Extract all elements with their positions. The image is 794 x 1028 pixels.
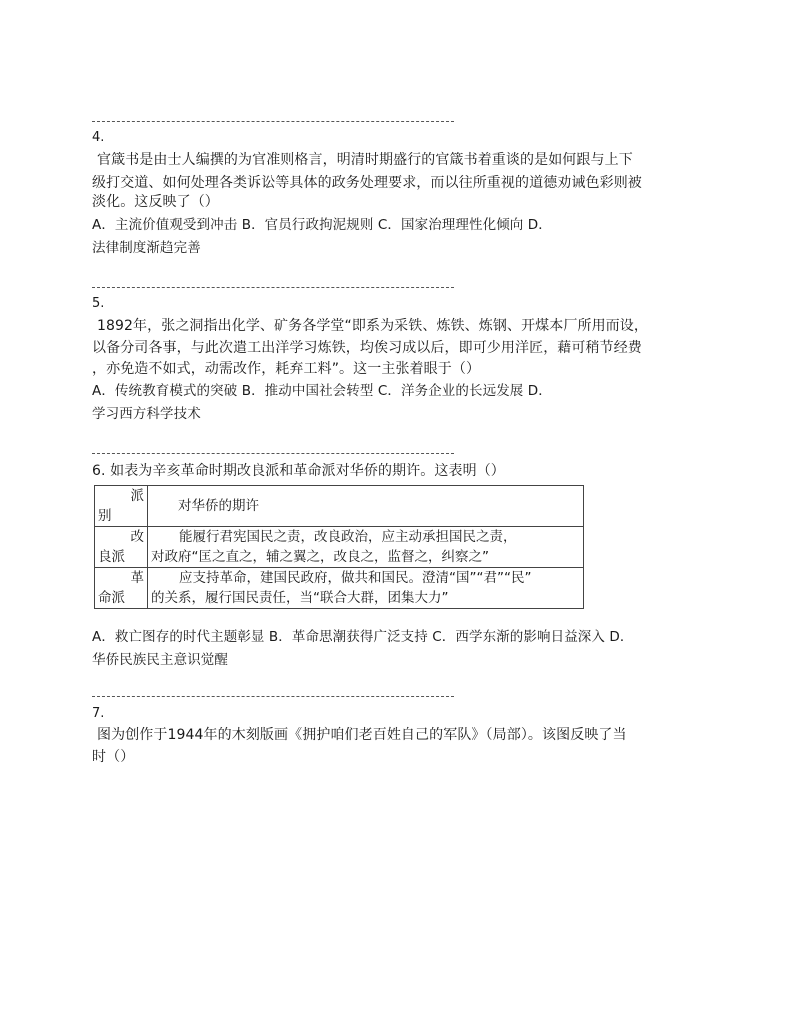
- question-number: 4.: [92, 130, 105, 145]
- cell-text-line: 对政府“匡之直之，辅之翼之，改良之，监督之，纠察之”: [151, 549, 489, 565]
- table-header-row: [95, 486, 584, 527]
- answer-options: A．救亡图存的时代主题彰显 B．革命思潮获得广泛支持 C．西学东渐的影响日益深入 D．: [92, 629, 634, 645]
- table-cell-group: [95, 527, 148, 568]
- answer-options-cont: 华侨民族民主意识觉醒: [92, 652, 228, 668]
- table-header-cell: 对华侨的期许: [148, 486, 584, 527]
- header-text-part: 派: [130, 488, 144, 504]
- answer-options-cont: 学习西方科学技术: [92, 406, 201, 422]
- cell-text-line: 的关系，履行国民责任，当“联合大群，团集大力”: [151, 590, 449, 606]
- question-stem-line: 以备分司各事，与此次遣工出洋学习炼铁，均俟习成以后，即可少用洋匠，藉可稍节经费: [92, 340, 642, 356]
- separator-line: [92, 696, 454, 697]
- table-header-cell: [95, 486, 148, 527]
- question-stem-line: 1892年，张之洞指出化学、矿务各学堂“即系为采铁、炼铁、炼钢、开煤本厂所用而设，: [97, 318, 648, 334]
- question-stem-line: 图为创作于1944年的木刻版画《拥护咱们老百姓自己的军队》（局部）。该图反映了当: [97, 727, 627, 743]
- question-stem-line: 官箴书是由士人编撰的为官准则格言，明清时期盛行的官箴书着重谈的是如何跟与上下: [97, 152, 633, 168]
- answer-options: A．传统教育模式的突破 B．推动中国社会转型 C．洋务企业的长远发展 D．: [92, 383, 552, 399]
- question-stem-line: 级打交道、如何处理各类诉讼等具体的政务处理要求，而以往所重视的道德劝诫色彩则被: [92, 175, 642, 191]
- question-number: 5.: [92, 296, 105, 311]
- separator-line: [92, 287, 454, 288]
- question-stem-line: 时（）: [92, 749, 135, 765]
- answer-options-cont: 法律制度渐趋完善: [92, 240, 201, 256]
- group-text-part: 革: [130, 570, 144, 586]
- header-text-part: 别: [98, 508, 112, 524]
- separator-line: [92, 453, 454, 454]
- table-cell-content: [148, 568, 584, 609]
- question-stem-line: 6. 如表为辛亥革命时期改良派和革命派对华侨的期许。这表明（）: [92, 463, 505, 479]
- table-row: [95, 568, 584, 609]
- group-text-part: 改: [130, 529, 144, 545]
- answer-options: A．主流价值观受到冲击 B．官员行政拘泥规则 C．国家治理理性化倾向 D．: [92, 217, 552, 233]
- question-stem-line: 淡化。这反映了（）: [92, 194, 219, 210]
- separator-line: [92, 121, 454, 122]
- group-text-part: 命派: [98, 590, 125, 606]
- question-stem-line: ，亦免造不如式，动需改作，耗弃工料”。这一主张着眼于（）: [92, 361, 481, 377]
- cell-text-line: 应支持革命，建国民政府，做共和国民。澄清“国”“君”“民”: [179, 570, 532, 586]
- comparison-table: [94, 485, 584, 609]
- table-cell-group: [95, 568, 148, 609]
- question-number: 7.: [92, 706, 105, 721]
- table-cell-content: [148, 527, 584, 568]
- group-text-part: 良派: [98, 549, 125, 565]
- cell-text-line: 能履行君宪国民之责，改良政治，应主动承担国民之责，: [179, 529, 517, 545]
- table-row: [95, 527, 584, 568]
